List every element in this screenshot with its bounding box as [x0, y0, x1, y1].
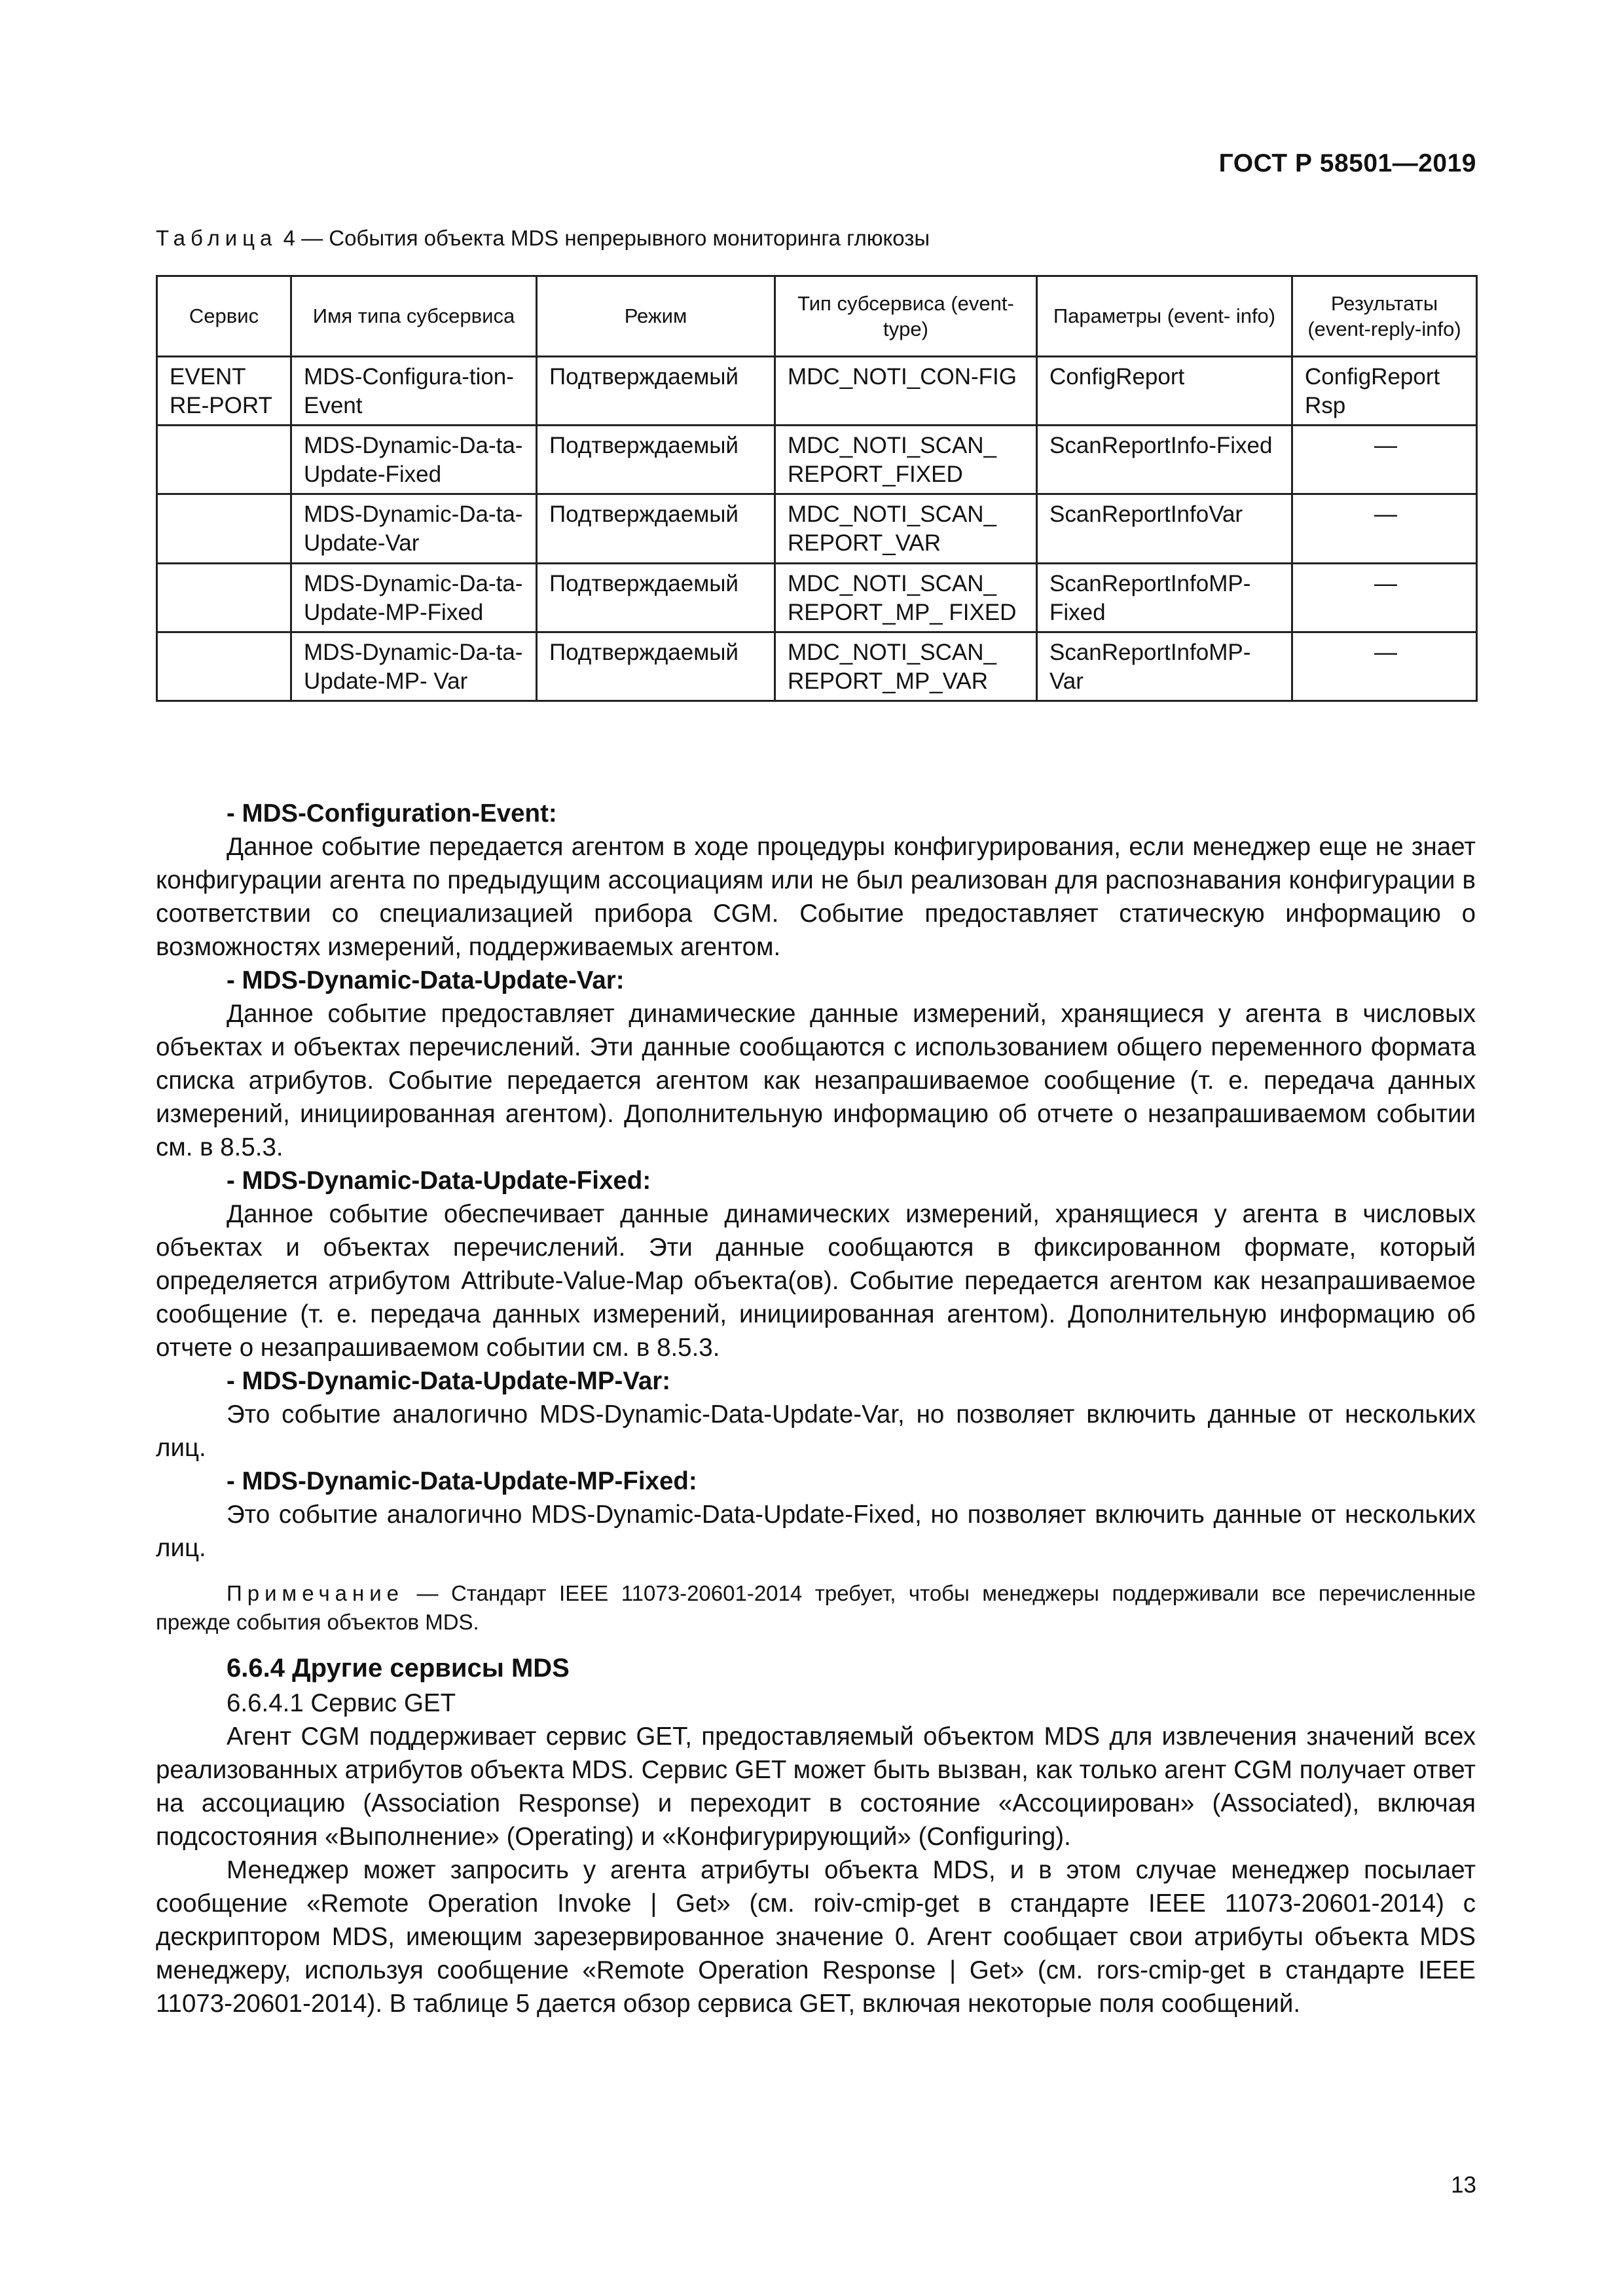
paragraph-update-var: Данное событие предоставляет динамические данные измерений, хранящиеся у агента в числовых объектах и объектах перечислений. Эти данные сообщаются с использованием общего переменного формата списка атрибутов. Событие передается агентом как незапрашиваемое сообщение (т. е. передача данных измерений, инициированная агентом). Дополнительную информацию об отчете о незапрашиваемом событии см. в 8.5.3. — [156, 1000, 1476, 1161]
section-heading-update-mp-fixed: - MDS-Dynamic-Data-Update-MP-Fixed: — [227, 1467, 697, 1495]
table-caption — [156, 226, 930, 251]
page-number: 13 — [1451, 2172, 1476, 2198]
paragraph-get-service-2: Менеджер может запросить у агента атрибуты объекта MDS, и в этом случае менеджер посылает сообщение «Remote Operation Invoke | Get» (см. roiv-cmip-get в стандарте IEEE 11073-20601-2014) с дескриптором MDS, имеющим зарезервированное значение 0. Агент сообщает свои атрибуты объекта MDS менеджеру, используя сообщение «Remote Operation Response | Get» (см. rors-cmip-get в стандарте IEEE 11073-20601-2014). В таблице 5 дается обзор сервиса GET, включая некоторые поля сообщений. — [156, 1856, 1476, 2018]
header-subservice-type: Тип субсервиса (event-type) — [775, 276, 1037, 357]
section-heading-update-mp-var: - MDS-Dynamic-Data-Update-MP-Var: — [227, 1367, 671, 1395]
table-cell: MDC_NOTI_SCAN_ REPORT_FIXED — [775, 426, 1037, 494]
section-heading-update-var: - MDS-Dynamic-Data-Update-Var: — [227, 966, 625, 994]
table-cell: MDC_NOTI_SCAN_ REPORT_MP_ FIXED — [775, 563, 1037, 632]
table-cell — [157, 632, 291, 701]
paragraph-update-fixed: Данное событие обеспечивает данные динамических измерений, хранящиеся у агента в числовых объектах и объектах перечислений. Эти данные сообщаются в фиксированном формате, который определяется атрибутом Attribute-Value-Map объекта(ов). Событие передается агентом как незапрашиваемое сообщение (т. е. передача данных измерений, инициированная агентом). Дополнительную информацию об отчете о незапрашиваемом событии см. в 8.5.3. — [156, 1200, 1476, 1362]
table-cell: Подтверждаемый — [537, 494, 775, 563]
table-cell: — — [1292, 494, 1477, 563]
table-cell: ScanReportInfoMP-Var — [1037, 632, 1292, 701]
table-cell: — — [1292, 426, 1477, 494]
header-service: Сервис — [157, 276, 291, 357]
table-row — [157, 563, 1477, 632]
table-cell: EVENT RE-PORT — [157, 357, 291, 426]
table-cell: ScanReportInfoMP-Fixed — [1037, 563, 1292, 632]
paragraph-update-mp-var: Это событие аналогично MDS-Dynamic-Data-Update-Var, но позволяет включить данные от нескольких лиц. — [156, 1400, 1476, 1462]
section-heading-config-event: - MDS-Configuration-Event: — [227, 799, 557, 828]
body-text — [156, 797, 1476, 2020]
table-cell: MDS-Dynamic-Da-ta-Update-Var — [291, 494, 537, 563]
table-cell: Подтверждаемый — [537, 632, 775, 701]
header-subservice-type-name: Имя типа субсервиса — [291, 276, 537, 357]
section-title-664: 6.6.4 Другие сервисы MDS — [227, 1654, 570, 1683]
table-cell: — — [1292, 563, 1477, 632]
table-cell: Подтверждаемый — [537, 426, 775, 494]
table-row — [157, 426, 1477, 494]
section-heading-update-fixed: - MDS-Dynamic-Data-Update-Fixed: — [227, 1167, 651, 1195]
table-row — [157, 357, 1477, 426]
header-results: Результаты (event-reply-info) — [1292, 276, 1477, 357]
table-cell: — — [1292, 632, 1477, 701]
subsection-title-6641: 6.6.4.1 Сервис GET — [227, 1689, 456, 1717]
table-cell: MDC_NOTI_SCAN_ REPORT_VAR — [775, 494, 1037, 563]
table-cell: Подтверждаемый — [537, 563, 775, 632]
table-caption-label: Таблица — [156, 226, 278, 250]
table-caption-text: 4 — События объекта MDS непрерывного мониторинга глюкозы — [283, 226, 930, 250]
table-cell: MDC_NOTI_SCAN_ REPORT_MP_VAR — [775, 632, 1037, 701]
note-text: — Стандарт IEEE 11073-20601-2014 требует, чтобы менеджеры поддерживали все перечисленные прежде события объектов MDS. — [156, 1581, 1476, 1634]
table-cell: ConfigReport Rsp — [1292, 357, 1477, 426]
table-cell: ScanReportInfo-Fixed — [1037, 426, 1292, 494]
table-cell — [157, 563, 291, 632]
standard-code-header: ГОСТ Р 58501—2019 — [1218, 149, 1476, 177]
table-cell: MDS-Configura-tion-Event — [291, 357, 537, 426]
header-parameters: Параметры (event- info) — [1037, 276, 1292, 357]
table-cell — [157, 426, 291, 494]
table-cell: ScanReportInfoVar — [1037, 494, 1292, 563]
table-cell — [157, 494, 291, 563]
table-cell: MDC_NOTI_CON-FIG — [775, 357, 1037, 426]
paragraph-get-service-1: Агент CGM поддерживает сервис GET, предоставляемый объектом MDS для извлечения значений всех реализованных атрибутов объекта MDS. Сервис GET может быть вызван, как только агент CGM получает ответ на ассоциацию (Association Response) и переходит в состояние «Ассоциирован» (Associated), включая подсостояния «Выполнение» (Operating) и «Конфигурирующий» (Configuring). — [156, 1722, 1476, 1851]
table-row — [157, 494, 1477, 563]
table-row — [157, 632, 1477, 701]
paragraph-config-event: Данное событие передается агентом в ходе процедуры конфигурирования, если менеджер еще не знает конфигурации агента по предыдущим ассоциациям или не был реализован для распознавания конфигурации в соответствии со специализацией прибора CGM. Событие предоставляет статическую информацию о возможностях измерений, поддерживаемых агентом. — [156, 833, 1476, 961]
table-cell: MDS-Dynamic-Da-ta-Update-MP- Var — [291, 632, 537, 701]
header-mode: Режим — [537, 276, 775, 357]
table-cell: MDS-Dynamic-Da-ta-Update-MP-Fixed — [291, 563, 537, 632]
note-label: Примечание — [227, 1581, 405, 1605]
table-cell: MDS-Dynamic-Da-ta-Update-Fixed — [291, 426, 537, 494]
paragraph-update-mp-fixed: Это событие аналогично MDS-Dynamic-Data-Update-Fixed, но позволяет включить данные от нескольких лиц. — [156, 1501, 1476, 1562]
table-header-row — [157, 276, 1477, 357]
table-cell: Подтверждаемый — [537, 357, 775, 426]
note — [156, 1579, 1476, 1637]
table-cell: ConfigReport — [1037, 357, 1292, 426]
mds-events-table — [156, 275, 1478, 702]
